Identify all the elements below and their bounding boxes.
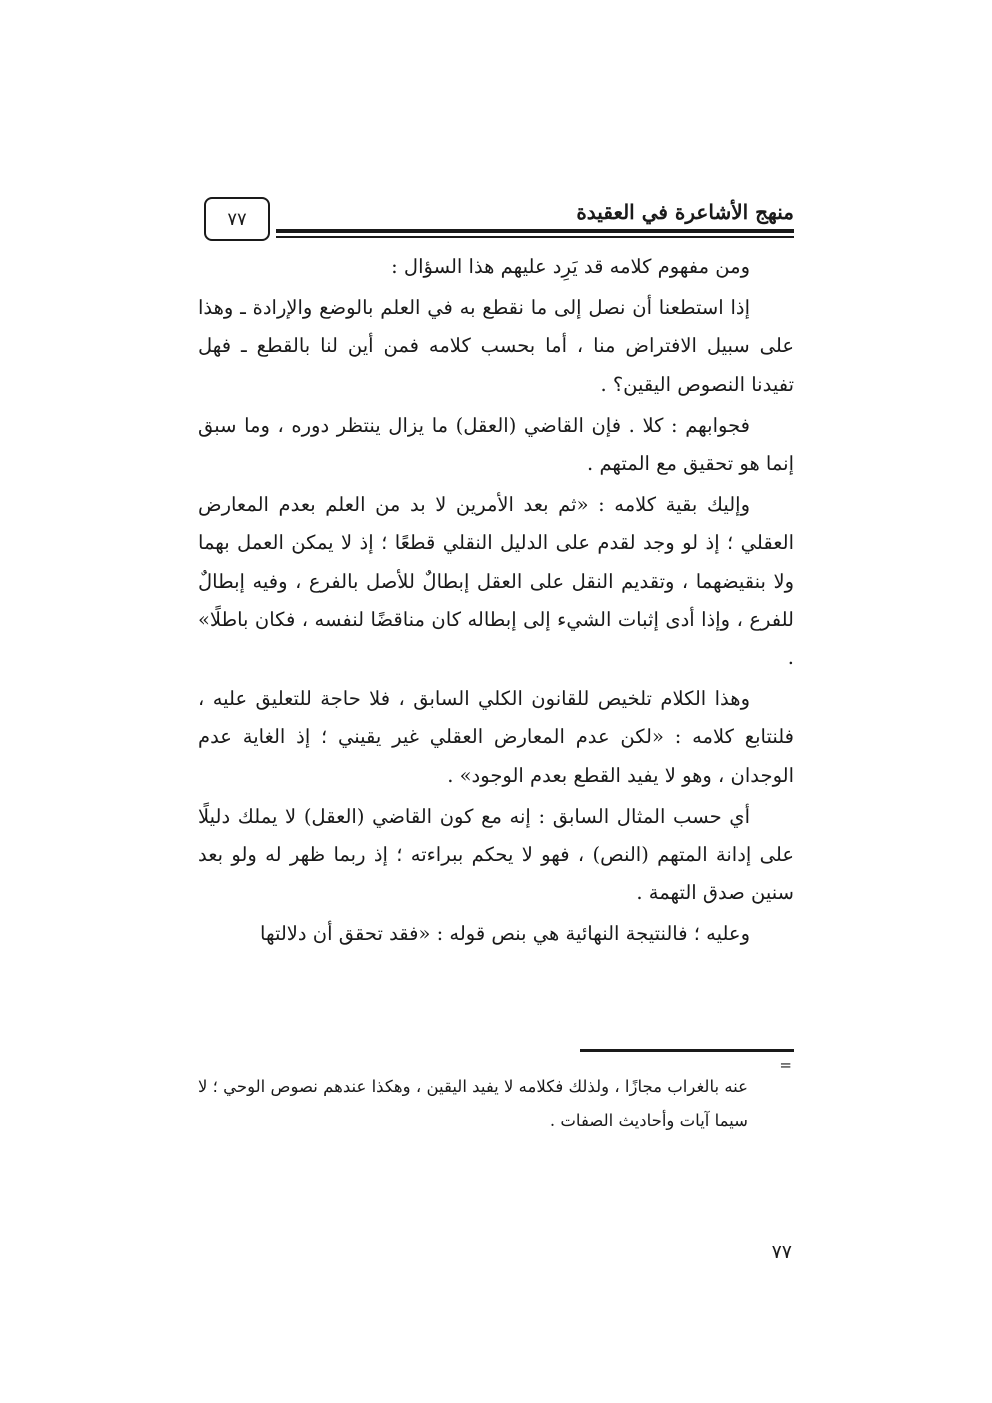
footnote-separator xyxy=(580,1049,794,1052)
paragraph: وإليك بقية كلامه : «ثم بعد الأمرين لا بد من العلم بعدم المعارض العقلي ؛ إذ لو وجد لقدم على الدليل النقلي قطعًا ؛ إذ لا يمكن العمل بهما ولا بنقيضهما ، وتقديم النقل على العقل إبطالٌ للأصل بالفرع ، وفيه إبطالٌ للفرع ، وإذا أدى إثبات الشيء إلى إبطاله كان مناقضًا لنفسه ، فكان باطلًا» . xyxy=(198,493,794,670)
paragraph: أي حسب المثال السابق : إنه مع كون القاضي (العقل) لا يملك دليلًا على إدانة المتهم (النص) ، فهو لا يحكم ببراءته ؛ إذ ربما ظهر له ولو بعد سنين صدق التهمة . xyxy=(198,804,794,905)
page-number: ٧٧ xyxy=(771,1241,792,1263)
paragraph: وعليه ؛ فالنتيجة النهائية هي بنص قوله : «فقد تحقق أن دلالتها xyxy=(260,922,750,946)
running-header-title: منهج الأشاعرة في العقيدة xyxy=(576,200,794,224)
header-rule-thick xyxy=(276,229,794,233)
footnote xyxy=(198,1070,748,1138)
footnote-text: عنه بالغراب مجازًا ، ولذلك فكلامه لا يفيد اليقين ، وهكذا عندهم نصوص الوحي ؛ لا سيما آيات وأحاديث الصفات . xyxy=(198,1077,748,1130)
header-rule-thin xyxy=(276,236,794,238)
paragraph: إذا استطعنا أن نصل إلى ما نقطع به في العلم بالوضع والإرادة ـ وهذا على سبيل الافتراض منا ، أما بحسب كلامه فمن أين لنا بالقطع ـ فهل تفيدنا النصوص اليقين؟ . xyxy=(198,296,794,396)
paragraph: فجوابهم : كلا . فإن القاضي (العقل) ما يزال ينتظر دوره ، وما سبق إنما هو تحقيق مع المتهم . xyxy=(198,413,794,476)
paragraph: ومن مفهوم كلامه قد يَرِد عليهم هذا السؤال : xyxy=(391,255,750,278)
footnote-continuation-marker: = xyxy=(779,1056,792,1074)
body-text xyxy=(198,248,794,957)
paragraph: وهذا الكلام تلخيص للقانون الكلي السابق ، فلا حاجة للتعليق عليه ، فلنتابع كلامه : «لكن عدم المعارض العقلي غير يقيني ؛ إذ الغاية عدم الوجدان ، وهو لا يفيد القطع بعدم الوجود» . xyxy=(198,687,794,787)
header-page-number-box: ٧٧ xyxy=(204,197,270,241)
